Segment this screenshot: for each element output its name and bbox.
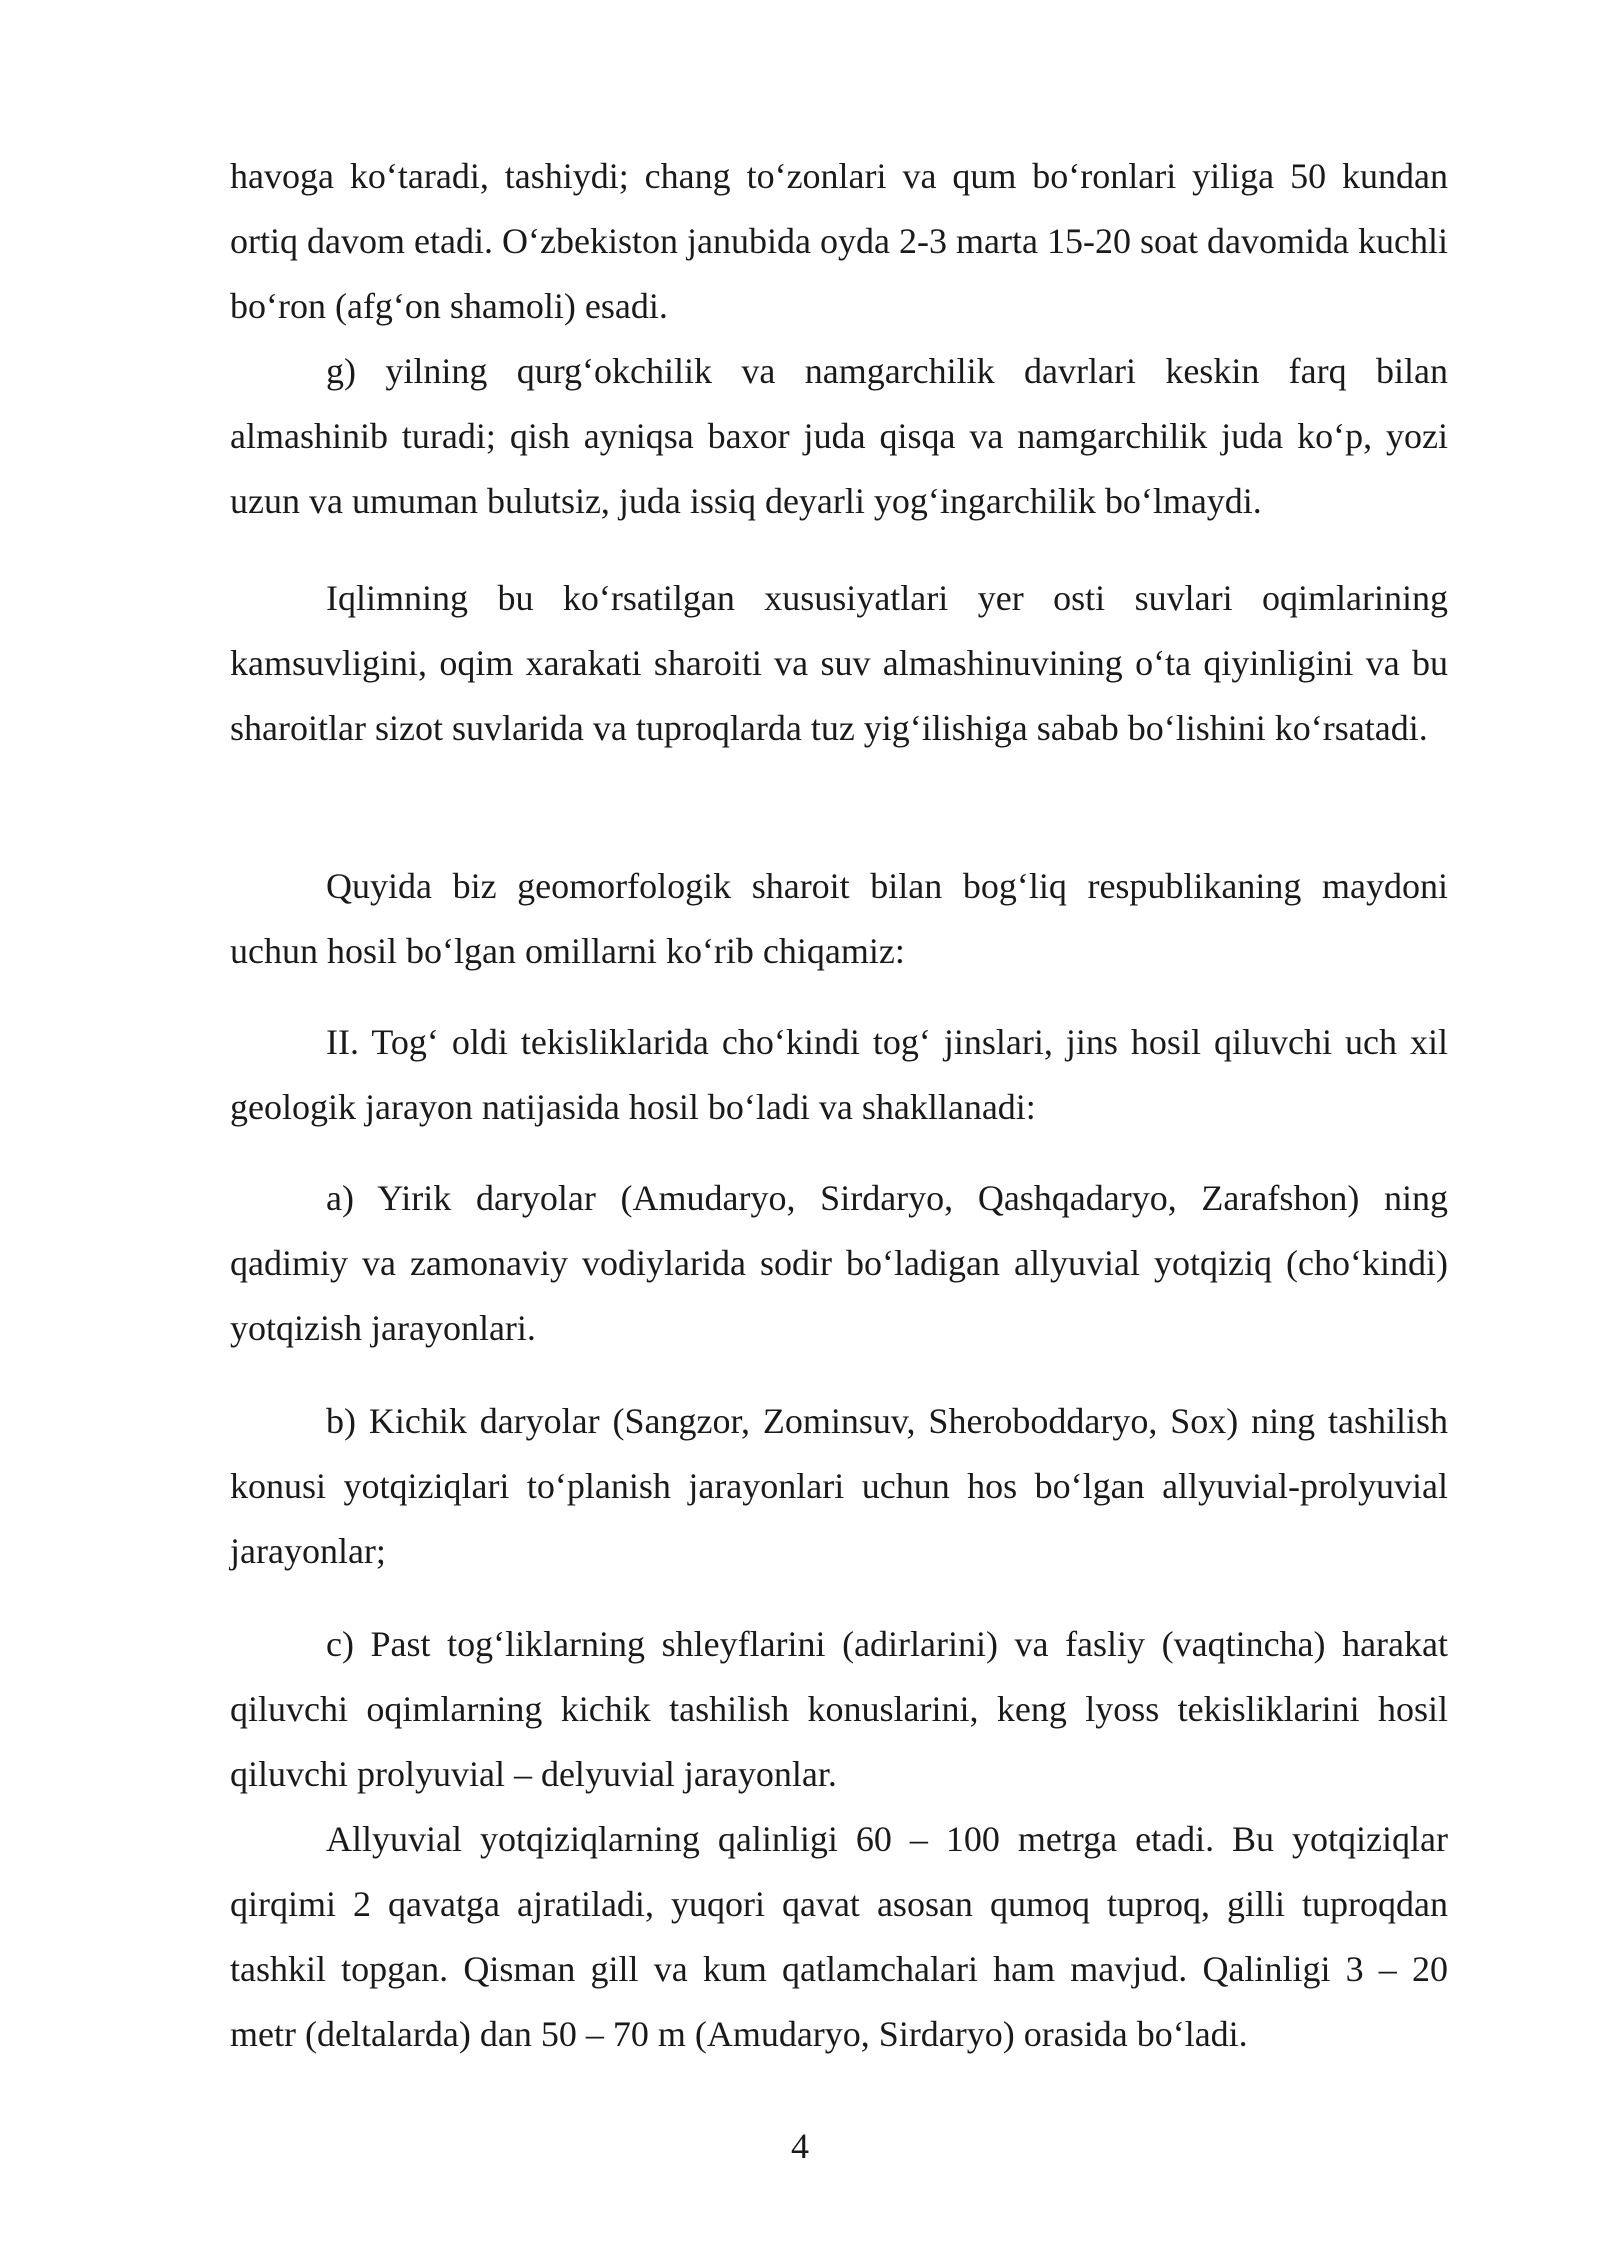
paragraph-climate-features: Iqlimning bu ko‘rsatilgan xususiyatlari yer osti suvlari oqimlarining kamsuvligini, oqim xarakati sharoiti va suv almashinuvining o‘ta qiyinligini va bu sharoitlar sizot suvlarida va tuproqlarda tuz yig‘ilishiga sabab bo‘lishini ko‘rsatadi. — [230, 578, 1448, 748]
paragraph-section-ii: II. Tog‘ oldi tekisliklarida cho‘kindi tog‘ jinslari, jins hosil qiluvchi uch xil geologik jarayon natijasida hosil bo‘ladi va shakllanadi: — [230, 1022, 1448, 1127]
paragraph-item-b: b) Kichik daryolar (Sangzor, Zominsuv, Sheroboddaryo, Sox) ning tashilish konusi yotqiziqlari to‘planish jarayonlari uchun hos bo‘lgan allyuvial-prolyuvial jarayonlar; — [230, 1401, 1448, 1571]
page-number: 4 — [791, 2126, 809, 2166]
paragraph-alluvial-thickness: Allyuvial yotqiziqlarning qalinligi 60 – 100 metrga etadi. Bu yotqiziqlar qirqimi 2 qavatga ajratiladi, yuqori qavat asosan qumoq tuproq, gilli tuproqdan tashkil topgan. Qisman gill va kum qatlamchalari ham mavjud. Qalinligi 3 – 20 metr (deltalarda) dan 50 – 70 m (Amudaryo, Sirdaryo) orasida bo‘ladi. — [230, 1819, 1448, 2054]
paragraph-item-a: a) Yirik daryolar (Amudaryo, Sirdaryo, Qashqadaryo, Zarafshon) ning qadimiy va zamonaviy vodiylarida sodir bo‘ladigan allyuvial yotqiziq (cho‘kindi) yotqizish jarayonlari. — [230, 1178, 1448, 1348]
paragraph-continuation: havoga ko‘taradi, tashiydi; chang to‘zonlari va qum bo‘ronlari yiliga 50 kundan ortiq davom etadi. O‘zbekiston janubida oyda 2-3 marta 15-20 soat davomida kuchli bo‘ron (afg‘on shamoli) esadi. — [230, 156, 1448, 326]
paragraph-geomorphology-intro: Quyida biz geomorfologik sharoit bilan bog‘liq respublikaning maydoni uchun hosil bo‘lgan omillarni ko‘rib chiqamiz: — [230, 866, 1448, 971]
paragraph-item-c: c) Past tog‘liklarning shleyflarini (adirlarini) va fasliy (vaqtincha) harakat qiluvchi oqimlarning kichik tashilish konuslarini, keng lyoss tekisliklarini hosil qiluvchi prolyuvial – delyuvial jarayonlar. — [230, 1624, 1448, 1794]
paragraph-item-g: g) yilning qurg‘okchilik va namgarchilik davrlari keskin farq bilan almashinib turadi; qish ayniqsa baxor juda qisqa va namgarchilik juda ko‘p, yozi uzun va umuman bulutsiz, juda issiq deyarli yog‘ingarchilik bo‘lmaydi. — [230, 351, 1448, 521]
